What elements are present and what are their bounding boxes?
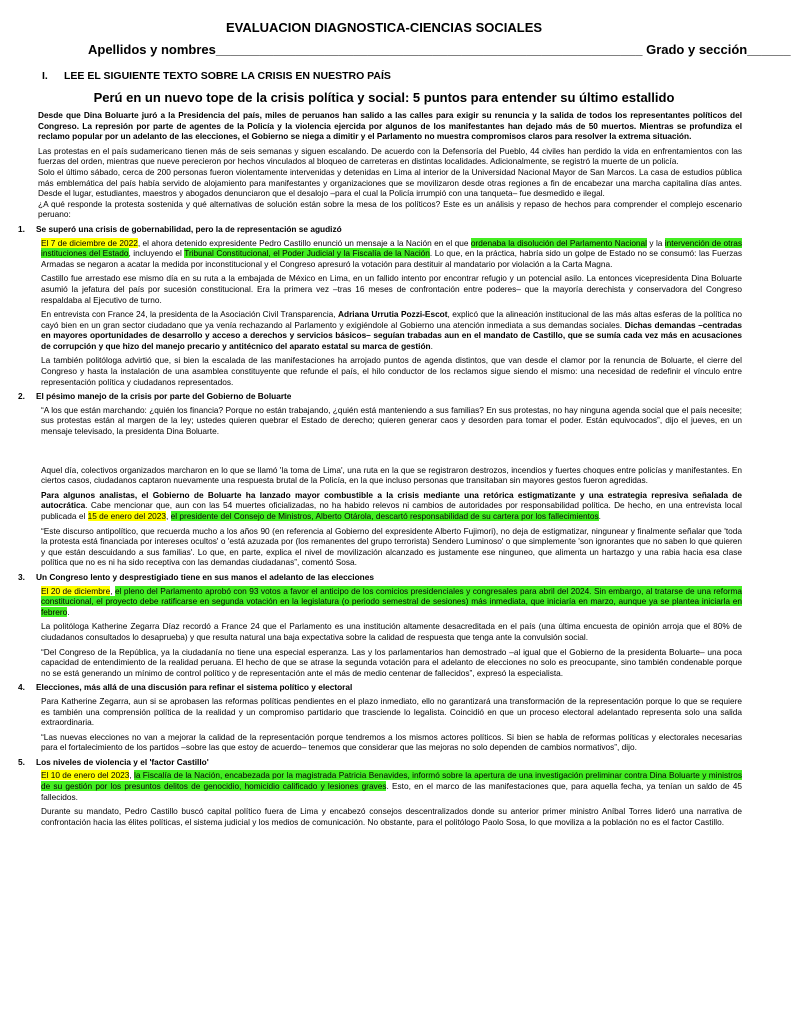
paragraph: “Este discurso antipolítico, que recuerda mucho a los años 90 (en referencia al Gobierno del expresidente Alberto Fujimori), no deja de estigmatizar, ningunear y finalmente señalar que 'toda la protesta está financiada por intereses ocultos' o 'está azuzada por (los remanentes del grupo terrorista) Sendero Luminoso' o que simplemente 'son ignorantes que no saben lo que quieren y que están descuidando a sus familias'. Lo que, en parte, explica el nivel de movilización alcanzado es justamente ese ninguneo, que alimenta un hartazgo y una rabia hacia esa clase política que no es ni ha sido receptiva con las demandas ciudadanas”, comentó Sosa. [41, 525, 742, 568]
paragraph: “Del Congreso de la República, ya la ciudadanía no tiene una especial esperanza. Las y los parlamentarios han demostrado –al igual que el Gobierno de la presidenta Boluarte– una poca capacidad de entendimiento de la realidad peruana. El hecho de que se atrase la segunda votación para el adelanto de elecciones no solo es preocupante, sino también condenable porque no se está generando un mínimo de control político y de representación ante el más de medio centenar de fallecidos”, expresó la especialista. [41, 646, 742, 678]
intro-paragraph: Solo el último sábado, cerca de 200 personas fueron violentamente intervenidas y detenidas en Lima al interior de la Universidad Nacional Mayor de San Marcos. La casa de estudios pública más emblemática del país había servido de alojamiento para manifestantes y organizaciones que se movilizaron desde otras regiones a fin de encabezar una marcha capitalina días antes. Desde el lugar, estudiantes, maestros y abogados denunciaron que el desalojo –para el cual la Policía irrumpió con una tanqueta– fue desmedido e ilegal. [38, 166, 742, 199]
paragraph: La politóloga Katherine Zegarra Díaz recordó a France 24 que el Parlamento es una institución altamente desacreditada en el país (una última encuesta de opinión arroja que el 80% de ciudadanos consultados lo desaprueba) y que resulta natural una baja expectativa sobre la calidad de respuesta que tenga ante la convulsión social. [41, 621, 742, 642]
point-4-heading [18, 682, 742, 693]
text: , [110, 585, 115, 596]
grade-label: Grado y sección [646, 42, 748, 57]
paragraph: “A los que están marchando: ¿quién los financia? Porque no están trabajando, ¿quién está manteniendo a sus familias? En sus protestas, no hay ninguna agenda social que el país necesite; sus protestas están al margen de la ley; ustedes quieren quebrar el Estado de derecho; quieren generar caos y desorden para tomar el poder. Están equivocados”, dijo el jueves, en un mensaje televisado, la presidenta Dina Boluarte. [41, 404, 742, 437]
intro-paragraph: ¿A qué responde la protesta sostenida y qué alternativas de solución están sobre la mesa de los políticos? Este es un análisis y repaso de hechos para comprender el complejo escenario peruano: [38, 198, 742, 220]
point-title: El pésimo manejo de la crisis por parte del Gobierno de Boluarte [36, 391, 292, 402]
green-highlight: intervención de otras instituciones del Estado [41, 237, 742, 259]
article-body [18, 110, 743, 831]
text: , incluyendo el [128, 248, 185, 259]
point-1-heading [18, 223, 742, 235]
point-3-heading [18, 571, 742, 583]
point-2-heading [18, 391, 742, 402]
point-title: Se superó una crisis de gobernabilidad, pero la de representación se agudizó [36, 223, 342, 234]
point-5-content [41, 770, 742, 827]
green-highlight: ordenaba la disolución del Parlamento Nacional [470, 237, 648, 248]
text: y la [647, 237, 665, 248]
text: , [166, 511, 171, 521]
text: . Esto, en el marco de las manifestaciones que, para aquella fecha, ya tenían un saldo de 45 fallecidos. [41, 781, 742, 802]
green-highlight: Tribunal Constitucional, el Poder Judicial y la Fiscalía de la Nación [184, 248, 430, 259]
point-title: Los niveles de violencia y el 'factor Castillo' [36, 756, 209, 767]
text: , el ahora detenido expresidente Pedro Castillo enunció un mensaje a la Nación en el que [137, 237, 471, 248]
green-highlight: el presidente del Consejo de Ministros, Alberto Otárola, descartó responsabilidad de su cartera por los fallecimientos [170, 511, 599, 521]
intro [38, 146, 742, 220]
point-title: Un Congreso lento y desprestigiado tiene en sus manos el adelanto de las elecciones [36, 571, 374, 582]
paragraph: La también politóloga advirtió que, si bien la escalada de las manifestaciones ha arrojado puntos de agenda distintos, que van desde el clamor por la renuncia de Boluarte, el cierre del Congreso y hasta la instalación de una asamblea constituyente que refunde el país, el hilo conductor de los reclamos sigue siendo el mismo: una necesidad de redefinir el vínculo entre representación política y ciudadanos representados. [41, 355, 742, 387]
point-number: 2. [18, 391, 25, 402]
paragraph [41, 770, 742, 802]
section-number: I. [42, 70, 48, 82]
grade-line: ______ [747, 42, 791, 57]
article-headline: Perú en un nuevo tope de la crisis política y social: 5 puntos para entender su último estallido [93, 90, 675, 105]
paragraph: Castillo fue arrestado ese mismo día en su ruta a la embajada de México en Lima, en un fallido intento por encontrar refugio y un potencial asilo. La entonces vicepresidenta Dina Boluarte asumió la jefatura del país por sucesión constitucional. Era la primera vez –tras 16 meses de confrontación entre poderes– que la mayoría derechista y conservadora del Congreso respaldaba al Ejecutivo de turno. [41, 273, 742, 305]
paragraph: Durante su mandato, Pedro Castillo buscó capital político fuera de Lima y encabezó consejos descentralizados donde su anterior primer ministro Aníbal Torres lideró una narrativa de confrontación hacia las élites políticas, el sistema judicial y los medios de comunicación. No obstante, para el politólogo Paolo Sosa, lo que moviliza a la población no es el factor Castillo. [41, 806, 742, 827]
bold-text: Para algunos analistas, el Gobierno de Boluarte ha lanzado mayor combustible a la crisis mediante una retórica estigmatizante y una estrategia represiva señalada de autocrática [41, 489, 742, 511]
point-4-content [41, 696, 742, 753]
blank-space [41, 441, 742, 465]
point-title: Elecciones, más allá de una discusión para refinar el sistema político y electoral [36, 682, 353, 693]
paragraph: Para Katherine Zegarra, aun si se aprobasen las reformas políticas pendientes en el plazo inmediato, ello no garantizará una transformación de la representación porque lo que se requiere es también una comprensión política de la realidad y un compromiso partidario que trasciende lo legalista. Coincidió en que un proceso electoral adelantado representa solo una salida extraordinaria. [41, 695, 742, 728]
green-highlight: la Fiscalía de la Nación, encabezada por la magistrada Patricia Benavides, informó sobre la apertura de una investigación preliminar contra Dina Boluarte y ministros de su gestión por los presuntos delitos de genocidio, homicidio calificado y lesiones graves [41, 770, 742, 792]
name-label: Apellidos y nombres [88, 42, 216, 57]
intro-paragraph: Las protestas en el país sudamericano tienen más de seis semanas y siguen escalando. De acuerdo con la Defensoría del Pueblo, 44 civiles han perdido la vida en enfrentamientos con las fuerzas del orden, mientras que nueve perecieron por hechos vinculados al bloqueo de carreteras en distintas localidades. Adicionalmente, se registró la muerte de un policía. [38, 145, 742, 167]
text: . [67, 606, 70, 617]
point-3-content [41, 586, 742, 679]
point-5-heading [18, 756, 742, 768]
date-highlight: El 7 de diciembre de 2022 [41, 237, 138, 248]
point-number: 4. [18, 682, 25, 693]
section-heading [42, 70, 391, 82]
document-title: EVALUACION DIAGNOSTICA-CIENCIAS SOCIALES [225, 20, 543, 35]
name-grade-row [88, 42, 791, 57]
text: , [129, 770, 134, 781]
name-line: ___________________________________________________________ [215, 42, 643, 57]
paragraph [41, 309, 742, 351]
point-number: 5. [18, 756, 25, 767]
point-number: 3. [18, 571, 25, 582]
paragraph [41, 490, 742, 522]
point-1-content [41, 238, 742, 388]
point-2-content [41, 405, 742, 568]
paragraph [41, 238, 742, 270]
date-highlight: El 10 de enero del 2023 [41, 770, 130, 781]
green-highlight: el pleno del Parlamento aprobó con 93 votos a favor el anticipo de los comicios presidenciales y congresales para abril del 2024. Sin embargo, al tratarse de una reforma constitucional, el proyecto debe ratificarse en segunda votación en la legislatura (o periodo semestral de sesiones) más inmediata, que iniciaría en marzo, aunque ya se plantea iniciarla en febrero [41, 585, 743, 617]
point-number: 1. [18, 223, 25, 234]
paragraph: “Las nuevas elecciones no van a mejorar la calidad de la representación porque tendremos a los mismos actores políticos. Si bien se habla de reformas políticas y electorales necesarias para el fortalecimiento de los partidos –sobre las que estoy de acuerdo– tenemos que considerar que las mejoras no solo dependen de cambios normativos”, dijo. [41, 731, 742, 753]
bold-text: Dichas demandas –centradas en mayores oportunidades de desarrollo y acceso a derechos y servicios básicos– seguían trabadas aun en el mandato de Castillo, que se sumía cada vez más en acusaciones de corrupción y que hizo del manejo precario y antitécnico del aparato estatal su marca de gestión [41, 319, 743, 351]
text: , explicó que la alineación institucional de las más altas esferas de la política no cayó bien en un gran sector ciudadano que ya venía rechazando al Parlamento y exigiéndole al Gobierno una atención inmediata a sus demandas sociales. [41, 309, 742, 330]
lead-paragraph: Desde que Dina Boluarte juró a la Presidencia del país, miles de peruanos han salido a las calles para exigir su renuncia y la salida de todos los representantes políticos del Congreso. La represión por parte de agentes de la Policía y la violencia ejercida por algunos de los manifestantes han dejado más de 50 muertos. Mientras se profundiza el reclamo popular por un adelanto de las elecciones, el Gobierno se niega a dimitir y el Parlamento no muestra compromisos claros para resolver la extrema situación. [38, 110, 742, 142]
text: . [430, 340, 433, 351]
text: . Lo que, en la práctica, habría sido un golpe de Estado no se consumó: las Fuerzas Armadas se negaron a acatar la medida por inconstitucional y el Congreso apresuró la votación para destituir al mandatario por violación a la Carta Magna. [41, 248, 742, 269]
date-highlight: El 20 de diciembre [41, 585, 111, 596]
date-highlight: 15 de enero del 2023 [87, 511, 167, 521]
paragraph [41, 586, 742, 618]
paragraph: Aquel día, colectivos organizados marcharon en lo que se llamó 'la toma de Lima', una ruta en la que se registraron destrozos, incendios y fuertes choques entre policías y manifestantes. En ciertos casos, ciudadanos captaron nuevamente una respuesta brutal de la Policía, en la que incluso personas que transitaban sin mayores gestos fueron agredidas. [41, 464, 742, 486]
bold-text: Adriana Urrutia Pozzi-Escot [338, 309, 448, 320]
text: . [598, 511, 601, 521]
text: En entrevista con France 24, la presidenta de la Asociación Civil Transparencia, [41, 309, 339, 320]
section-title: LEE EL SIGUIENTE TEXTO SOBRE LA CRISIS EN NUESTRO PAÍS [64, 70, 391, 82]
text: . Cabe mencionar que, aun con las 54 muertes oficializadas, no ha habido relevos ni cambios de autoridades por responsabilidad política. De hecho, en una entrevista local publicada el [41, 500, 742, 521]
